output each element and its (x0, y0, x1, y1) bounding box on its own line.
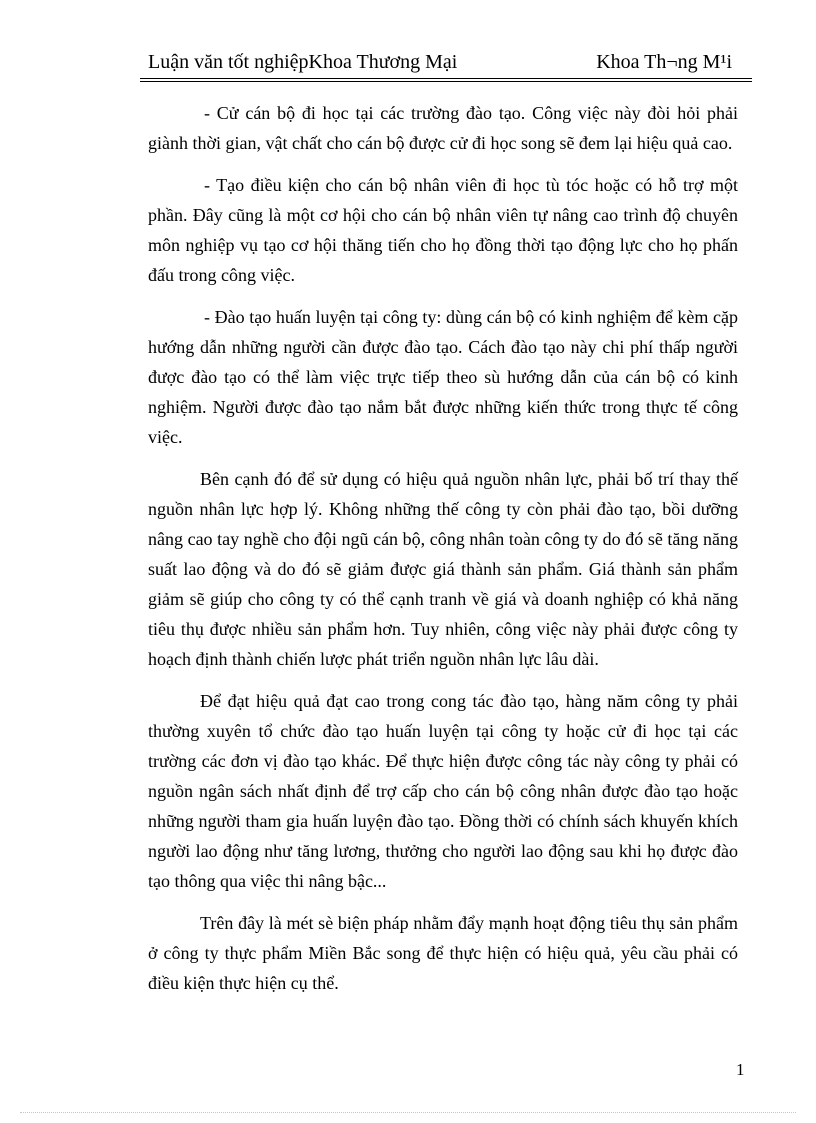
header-title-left: Luận văn tốt nghiệpKhoa Thương Mại (148, 51, 458, 73)
paragraph-5: Để đạt hiệu quả đạt cao trong cong tác đào tạo, hàng năm công ty phải thường xuyên tổ chức đào tạo huấn luyện tại công ty hoặc cử đi học tại các trường các đơn vị đào tạo khác. Để thực hiện được công tác này công ty phải có nguồn ngân sách nhất định để trợ cấp cho cán bộ công nhân được đào tạo hoặc những người tham gia huấn luyện đào tạo. Đồng thời có chính sách khuyến khích người lao động như tăng lương, thưởng cho người lao động sau khi họ được đào tạo thông qua việc thi nâng bậc... (148, 691, 738, 891)
page-header (148, 48, 750, 78)
header-title-right: Khoa Th¬ng M¹i (596, 51, 732, 73)
page-number: 1 (736, 1060, 745, 1079)
footer-divider (20, 1112, 796, 1113)
paragraph-bullet-3: - Đào tạo huấn luyện tại công ty: dùng cán bộ có kinh nghiệm để kèm cặp hướng dẫn những người cần được đào tạo. Cách đào tạo này chi phí thấp người được đào tạo có thể làm việc trực tiếp theo sù hướng dẫn của cán bộ có kinh nghiệm. Người được đào tạo nắm bắt được những kiến thức trong thực tế công việc. (148, 307, 738, 447)
paragraph-4: Bên cạnh đó để sử dụng có hiệu quả nguồn nhân lực, phải bố trí thay thế nguồn nhân lực hợp lý. Không những thế công ty còn phải đào tạo, bồi dưỡng nâng cao tay nghề cho đội ngũ cán bộ, công nhân toàn công ty do đó sẽ tăng năng suất lao động và do đó sẽ giảm được giá thành sản phẩm. Giá thành sản phẩm giảm sẽ giúp cho công ty có thể cạnh tranh về giá và doanh nghiệp có khả năng tiêu thụ được nhiều sản phẩm hơn. Tuy nhiên, công việc này phải được công ty hoạch định thành chiến lược phát triển nguồn nhân lực lâu dài. (148, 469, 738, 669)
paragraph-bullet-1: - Cử cán bộ đi học tại các trường đào tạo. Công việc này đòi hỏi phải giành thời gian, vật chất cho cán bộ được cử đi học song sẽ đem lại hiệu quả cao. (148, 103, 738, 153)
header-rule (140, 78, 752, 82)
page-body (148, 98, 738, 1010)
paragraph-bullet-2: - Tạo điều kiện cho cán bộ nhân viên đi học tù tóc hoặc có hỗ trợ một phần. Đây cũng là một cơ hội cho cán bộ nhân viên tự nâng cao trình độ chuyên môn nghiệp vụ tạo cơ hội thăng tiến cho họ đồng thời tạo động lực cho họ phấn đấu trong công việc. (148, 175, 738, 285)
paragraph-6: Trên đây là mét sè biện pháp nhằm đẩy mạnh hoạt động tiêu thụ sản phẩm ở công ty thực phẩm Miền Bắc song để thực hiện có hiệu quả, yêu cầu phải có điều kiện thực hiện cụ thể. (148, 913, 738, 993)
